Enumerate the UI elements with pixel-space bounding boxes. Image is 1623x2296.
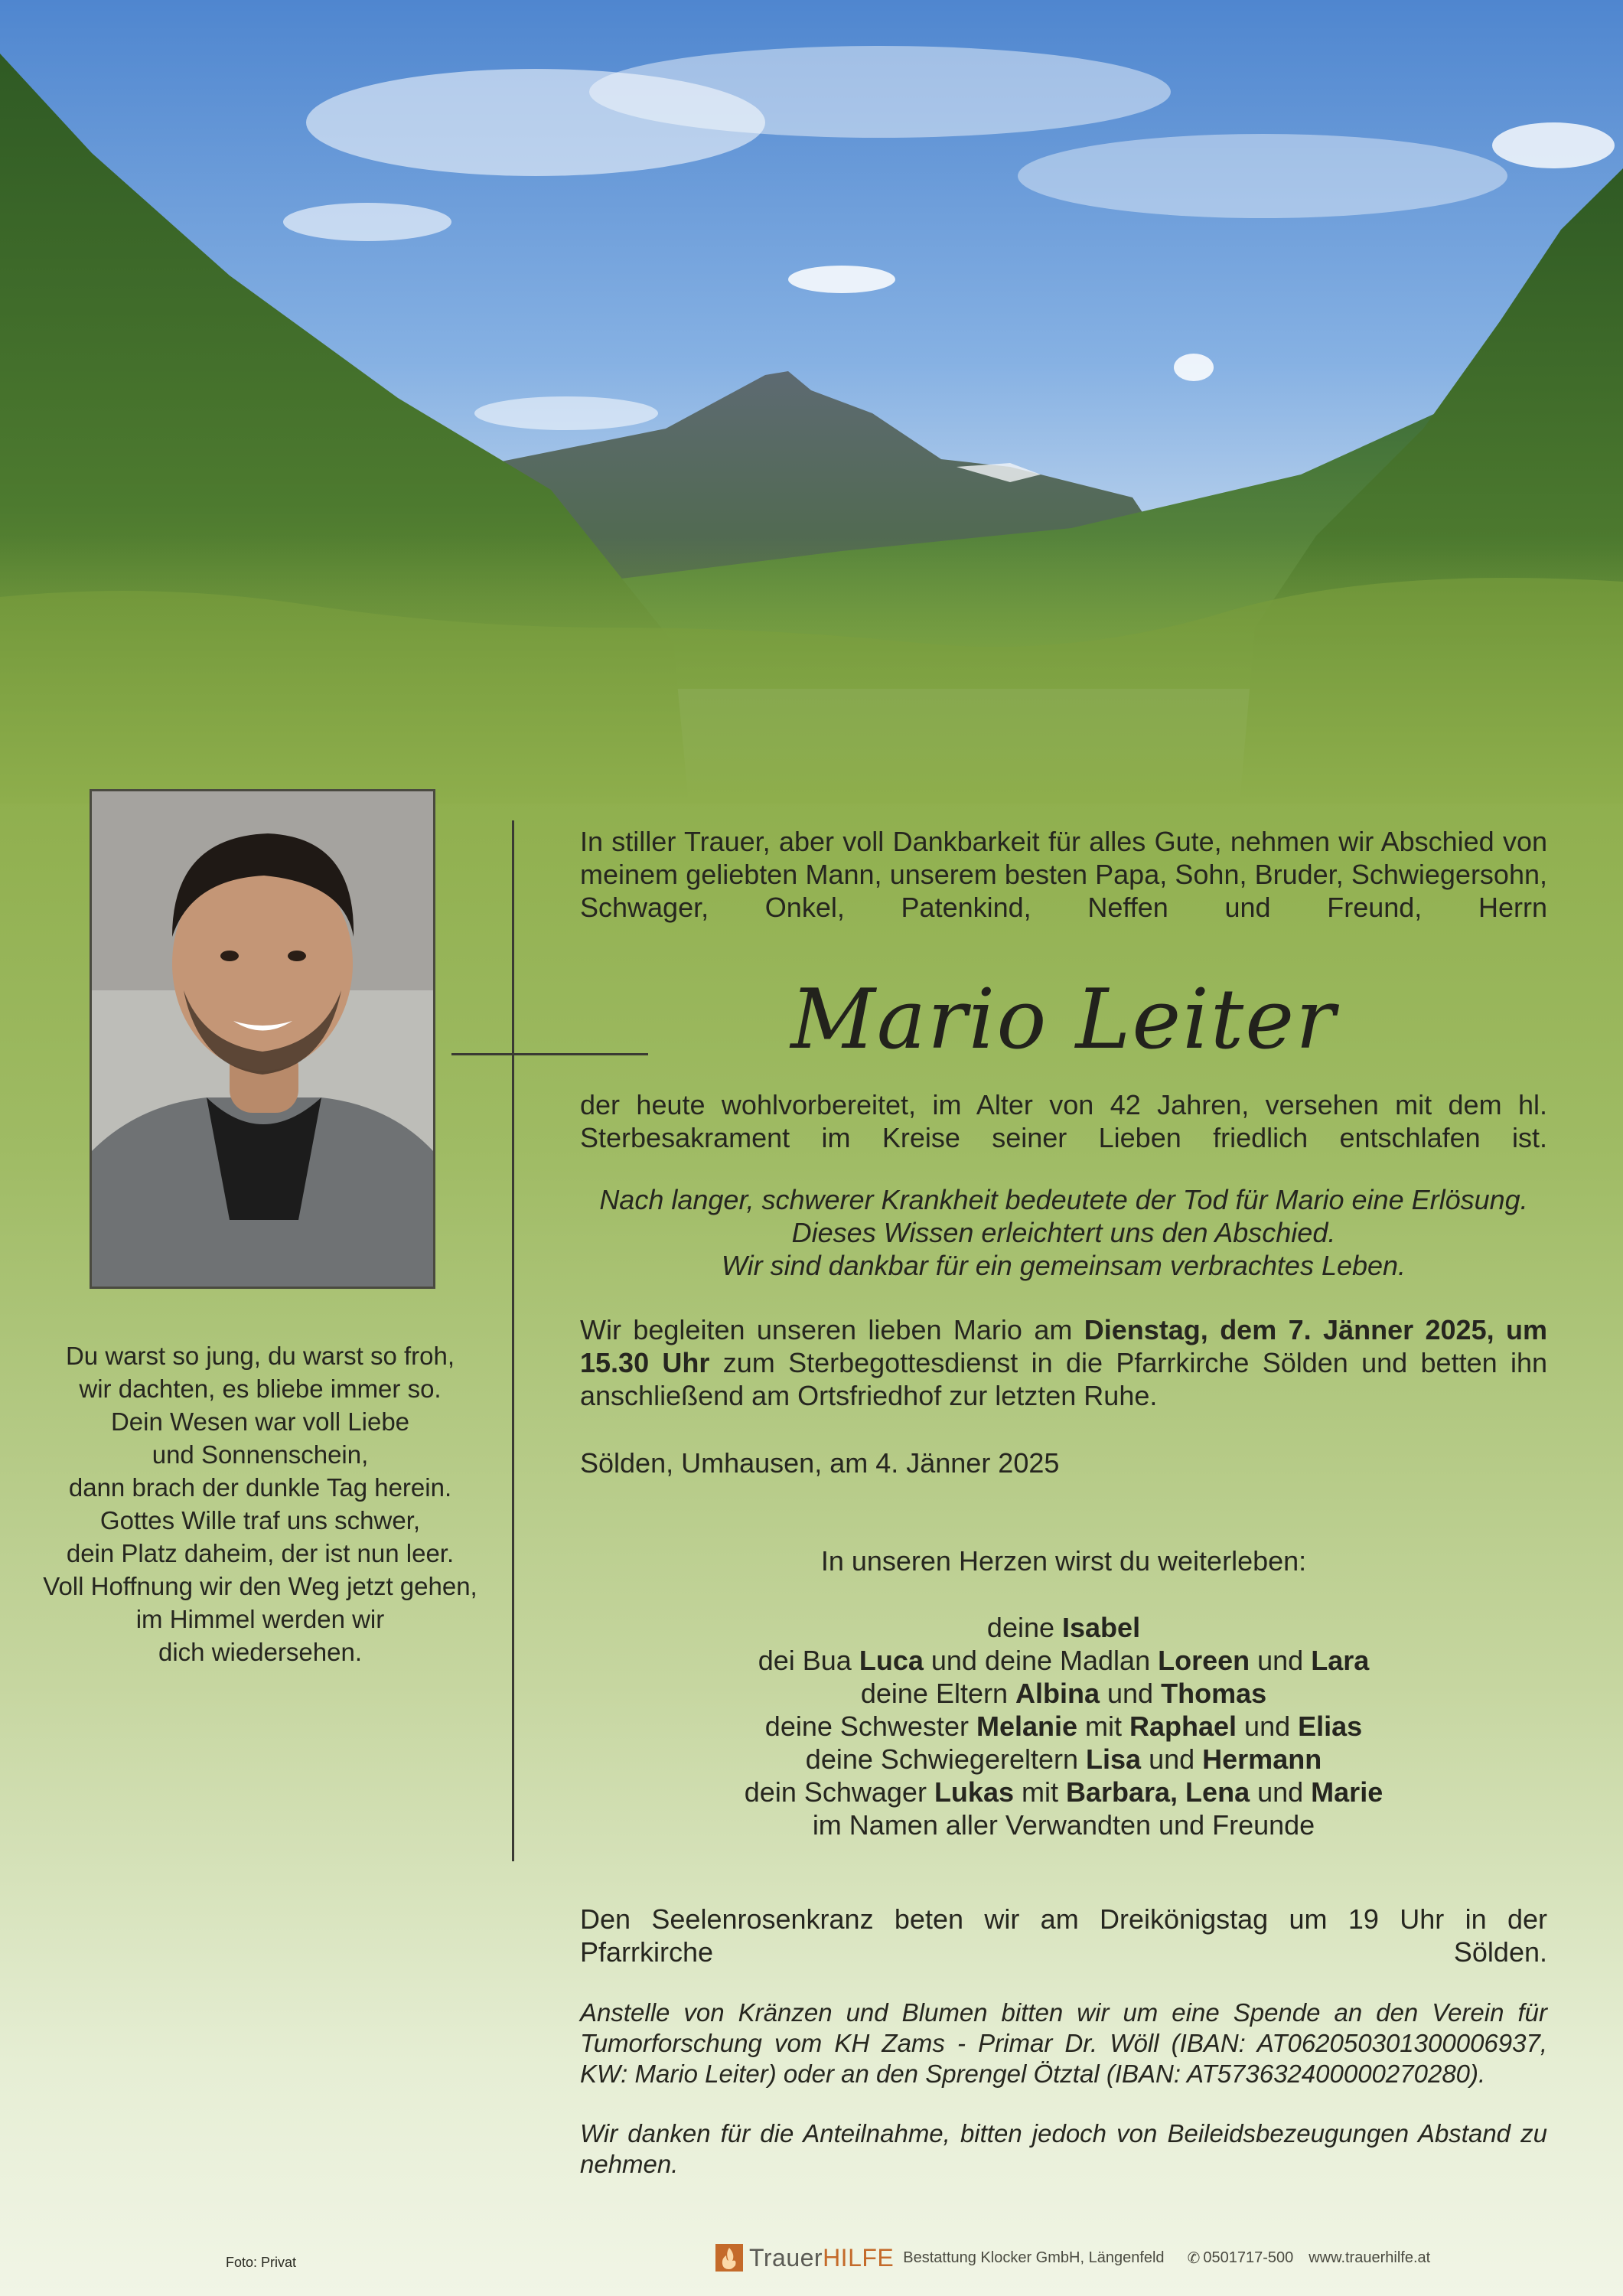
- portrait-photo: [90, 789, 435, 1289]
- poem: [23, 1339, 497, 1668]
- footer-phone[interactable]: 0501717-500: [1203, 2249, 1294, 2266]
- poem-line: Du warst so jung, du warst so froh,: [65, 1342, 455, 1370]
- mourner-line: deine Schwiegereltern Lisa und Hermann: [805, 1743, 1322, 1775]
- mourner-line: deine Schwester Melanie mit Raphael und Elias: [764, 1711, 1363, 1742]
- footer: [715, 2242, 1430, 2273]
- mourner-line: deine Isabel: [986, 1612, 1141, 1643]
- mourner-line: dein Schwager Lukas mit Barbara, Lena und Marie: [744, 1776, 1383, 1808]
- cross-vertical-line: [512, 820, 514, 1861]
- hearts-line: In unseren Herzen wirst du weiterleben:: [820, 1545, 1307, 1577]
- footer-company: Bestattung Klocker GmbH, Längenfeld: [903, 2249, 1165, 2266]
- comfort-line: Nach langer, schwerer Krankheit bedeutete der Tod für Mario eine Erlösung.: [599, 1184, 1528, 1215]
- poem-line: dein Platz daheim, der ist nun leer.: [66, 1539, 455, 1567]
- funeral-info-post: zum Sterbegottesdienst in die Pfarrkirche Sölden und betten ihn anschließend am Ortsfriedhof zur letzten Ruhe.: [580, 1347, 1547, 1411]
- phone-icon: ✆: [1187, 2249, 1201, 2267]
- poem-line: Voll Hoffnung wir den Weg jetzt gehen,: [43, 1572, 477, 1600]
- mourner-line: deine Eltern Albina und Thomas: [860, 1678, 1267, 1709]
- comfort-line: Dieses Wissen erleichtert uns den Abschied.: [791, 1217, 1336, 1248]
- intro-text: In stiller Trauer, aber voll Dankbarkeit für alles Gute, nehmen wir Abschied von meinem geliebten Mann, unserem besten Papa, Sohn, Bruder, Schwiegersohn, Schwager, Onkel, Patenkind, Neffen und Freund, Herrn: [580, 826, 1547, 923]
- comfort-line: Wir sind dankbar für ein gemeinsam verbrachtes Leben.: [721, 1250, 1406, 1281]
- mountain-landscape-image: [0, 0, 1623, 804]
- poem-line: dich wiedersehen.: [158, 1638, 362, 1666]
- mourners-list: [580, 1611, 1547, 1841]
- poem-line: im Himmel werden wir: [135, 1605, 385, 1633]
- poem-line: und Sonnenschein,: [152, 1440, 369, 1469]
- death-announcement-text: der heute wohlvorbereitet, im Alter von 42 Jahren, versehen mit dem hl. Sterbesakrament im Kreise seiner Lieben friedlich entschlafen ist.: [580, 1089, 1547, 1153]
- mourner-line: dei Bua Luca und deine Madlan Loreen und Lara: [758, 1645, 1370, 1676]
- thanks-note: Wir danken für die Anteilnahme, bitten jedoch von Beileidsbezeugungen Abstand zu nehmen.: [580, 2119, 1547, 2178]
- donation-info: Anstelle von Kränzen und Blumen bitten wir um eine Spende an den Verein für Tumorforschung vom KH Zams - Primar Dr. Wöll (IBAN: AT062050301300006937, KW: Mario Leiter) oder an den Sprengel Ötztal (IBAN: AT573632400000270280).: [580, 1998, 1547, 2088]
- trauerhilfe-logo: TrauerHILFE: [749, 2243, 895, 2272]
- poem-line: Gottes Wille traf uns schwer,: [99, 1506, 421, 1534]
- place-date: Sölden, Umhausen, am 4. Jänner 2025: [580, 1447, 1060, 1479]
- footer-website-link[interactable]: www.trauerhilfe.at: [1309, 2249, 1431, 2266]
- rosary-info: Den Seelenrosenkranz beten wir am Dreikönigstag um 19 Uhr in der Pfarrkirche Sölden.: [580, 1903, 1547, 1968]
- funeral-info: [580, 1313, 1547, 1412]
- funeral-info-pre: Wir begleiten unseren lieben Mario am: [580, 1314, 1084, 1345]
- deceased-name: Mario Leiter: [790, 972, 1337, 1068]
- poem-line: wir dachten, es bliebe immer so.: [79, 1375, 442, 1403]
- mourner-line: im Namen aller Verwandten und Freunde: [812, 1809, 1315, 1841]
- photo-credit: Foto: Privat: [226, 2255, 297, 2270]
- poem-line: Dein Wesen war voll Liebe: [110, 1407, 410, 1436]
- comfort-text: [580, 1183, 1547, 1282]
- funeral-date-time: Dienstag, dem 7. Jänner 2025, um 15.30 Uhr: [580, 1314, 1548, 1378]
- poem-line: dann brach der dunkle Tag herein.: [68, 1473, 452, 1502]
- flame-logo-icon: [715, 2244, 743, 2272]
